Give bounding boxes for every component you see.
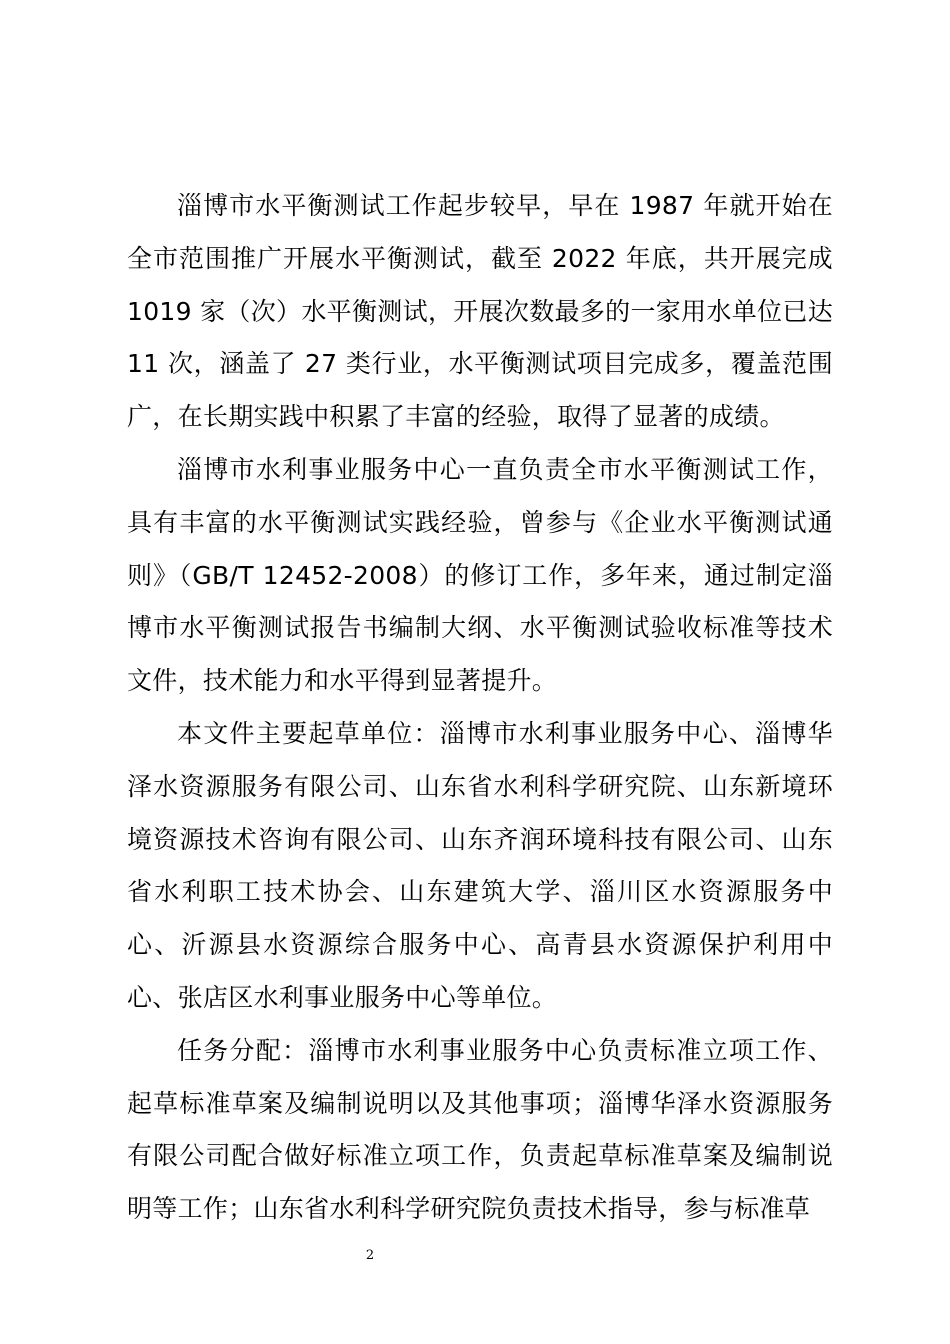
paragraph-drafting-units: 本文件主要起草单位：淄博市水利事业服务中心、淄博华泽水资源服务有限公司、山东省水利科学研究院、山东新境环境资源技术咨询有限公司、山东齐润环境科技有限公司、山东省水利职工技术协会、山东建筑大学、淄川区水资源服务中心、沂源县水资源综合服务中心、高青县水资源保护利用中心、张店区水利事业服务中心等单位。 [127,718,833,1012]
paragraph-task-allocation: 任务分配：淄博市水利事业服务中心负责标准立项工作、起草标准草案及编制说明以及其他事项；淄博华泽水资源服务有限公司配合做好标准立项工作，负责起草标准草案及编制说明等工作；山东省水利科学研究院负责技术指导，参与标准草 [127,1035,833,1224]
page-number: 2 [365,1248,375,1263]
body-text [127,180,833,1236]
paragraph-history: 淄博市水平衡测试工作起步较早，早在 1987 年就开始在全市范围推广开展水平衡测试，截至 2022 年底，共开展完成 1019 家（次）水平衡测试，开展次数最多的一家用水单位已达 11 次，涵盖了 27 类行业，水平衡测试项目完成多，覆盖范围广，在长期实践中积累了丰富的经验，取得了显著的成绩。 [127,191,833,432]
paragraph-center-experience: 淄博市水利事业服务中心一直负责全市水平衡测试工作，具有丰富的水平衡测试实践经验，曾参与《企业水平衡测试通则》（GB/T 12452-2008）的修订工作，多年来，通过制定淄博市水平衡测试报告书编制大纲、水平衡测试验收标准等技术文件，技术能力和水平得到显著提升。 [127,454,833,696]
